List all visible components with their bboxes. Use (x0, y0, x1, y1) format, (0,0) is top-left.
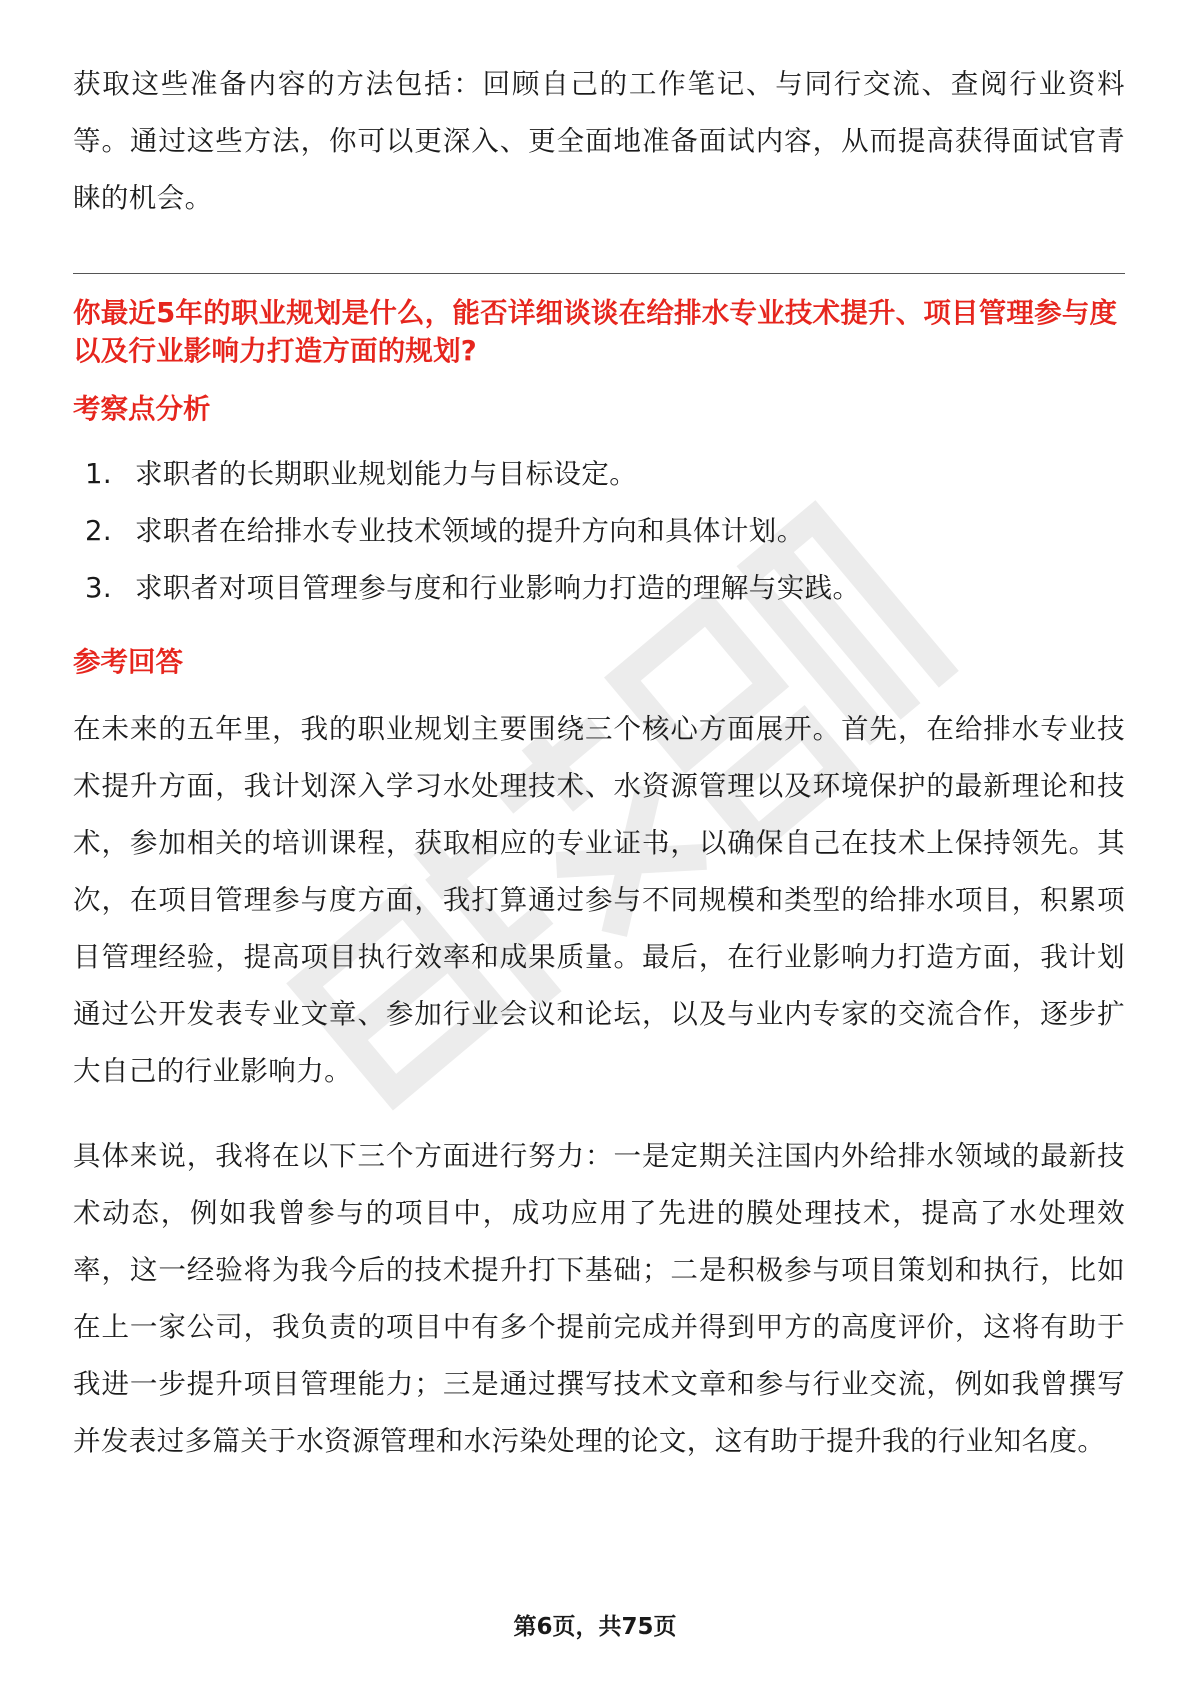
analysis-title: 考察点分析 (73, 393, 211, 425)
answer-paragraph: 具体来说，我将在以下三个方面进行努力：一是定期关注国内外给排水领域的最新技术动态，例如我曾参与的项目中，成功应用了先进的膜处理技术，提高了水处理效率，这一经验将为我今后的技术提升打下基础；二是积极参与项目策划和执行，比如在上一家公司，我负责的项目中有多个提前完成并得到甲方的高度评价，这将有助于我进一步提升项目管理能力；三是通过撰写技术文章和参与行业交流，例如我曾撰写并发表过多篇关于水资源管理和水污染处理的论文，这有助于提升我的行业知名度。 (73, 1140, 1125, 1457)
question-heading: 你最近5年的职业规划是什么，能否详细谈谈在给排水专业技术提升、项目管理参与度以及行业影响力打造方面的规划? (73, 297, 1118, 367)
list-item-number: 1. (85, 458, 113, 490)
list-item-number: 3. (85, 572, 113, 604)
list-item-number: 2. (85, 515, 113, 547)
list-item (73, 560, 1125, 617)
section-divider (73, 273, 1125, 274)
analysis-points-list (73, 446, 1125, 617)
list-item (73, 446, 1125, 503)
page-content (73, 56, 1125, 1470)
answer-title: 参考回答 (73, 646, 183, 678)
list-item-text: 求职者在给排水专业技术领域的提升方向和具体计划。 (135, 515, 805, 547)
list-item-text: 求职者对项目管理参与度和行业影响力打造的理解与实践。 (135, 572, 861, 604)
answer-paragraph: 在未来的五年里，我的职业规划主要围绕三个核心方面展开。首先，在给排水专业技术提升方面，我计划深入学习水处理技术、水资源管理以及环境保护的最新理论和技术，参加相关的培训课程，获取相应的专业证书，以确保自己在技术上保持领先。其次，在项目管理参与度方面，我打算通过参与不同规模和类型的给排水项目，积累项目管理经验，提高项目执行效率和成果质量。最后，在行业影响力打造方面，我计划通过公开发表专业文章、参加行业会议和论坛，以及与业内专家的交流合作，逐步扩大自己的行业影响力。 (73, 713, 1125, 1087)
list-item-text: 求职者的长期职业规划能力与目标设定。 (135, 458, 638, 490)
intro-paragraph: 获取这些准备内容的方法包括：回顾自己的工作笔记、与同行交流、查阅行业资料等。通过这些方法，你可以更深入、更全面地准备面试内容，从而提高获得面试官青睐的机会。 (73, 68, 1125, 214)
list-item (73, 503, 1125, 560)
page-number: 第6页，共75页 (513, 1614, 677, 1640)
